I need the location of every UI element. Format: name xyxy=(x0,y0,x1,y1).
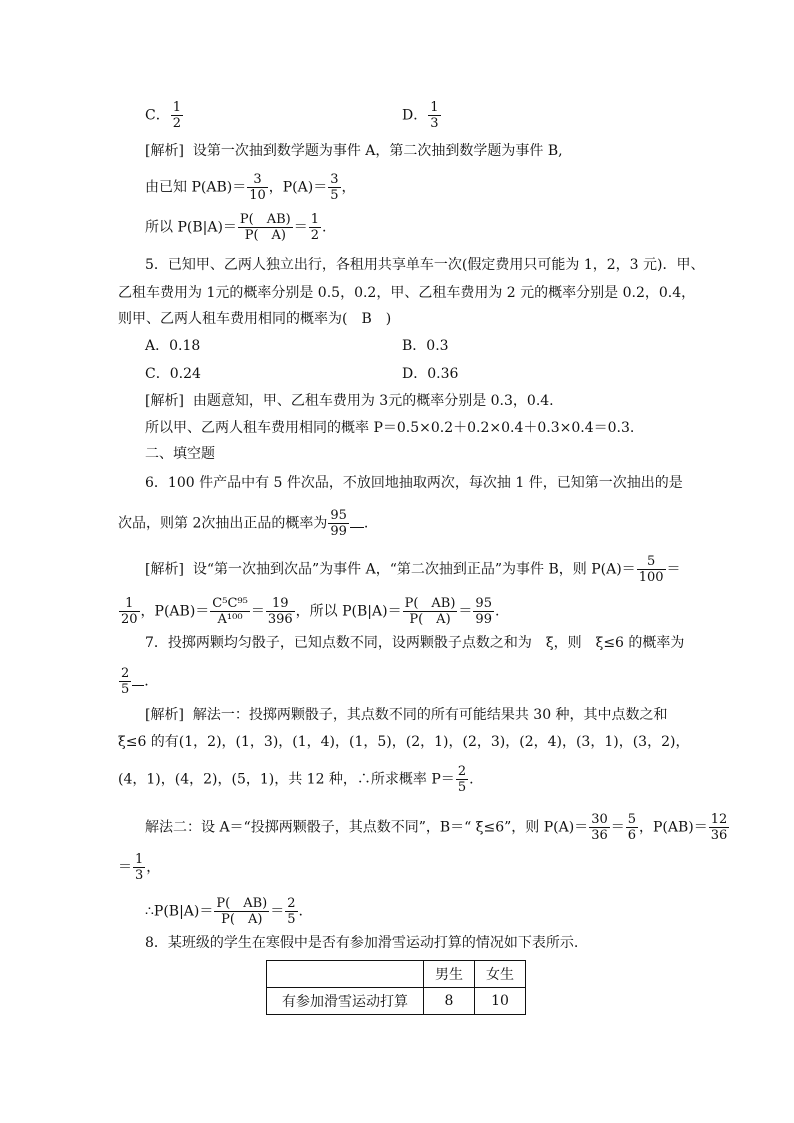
q4-conclusion: 所以 P(B|A)＝ $\frac{P( AB)}{P( A)}$ ＝ $\frac{1}{2}$ . xyxy=(145,212,327,243)
q7-line1: 7．投掷两颗均匀骰子，已知点数不同，设两颗骰子点数之和为 ξ，则 ξ≤6 的概率为 xyxy=(145,635,685,651)
fraction: $\frac{\text{C⁵C⁹⁵}}{\text{A¹⁰⁰}}$ xyxy=(212,596,248,627)
q5-line1: 5．已知甲、乙两人独立出行，各租用共享单车一次(假定费用只可能为 1，2，3 元)．甲、 xyxy=(145,257,705,273)
q5-line3: 则甲、乙两人租车费用相同的概率为( B ) xyxy=(118,311,392,327)
q4-analysis: [解析] 设第一次抽到数学题为事件 A，第二次抽到数学题为事件 B, xyxy=(145,143,563,159)
q7-method2: 解法二：设 A＝“投掷两颗骰子，其点数不同”，B＝“ ξ≤6”，则 P(A)＝ $\frac{30}{36}$ ＝ $\frac{5}{6}$ ，P(AB)＝ $\frac{12}{36}$ xyxy=(145,812,728,843)
fraction: $\frac{2}{5}$ xyxy=(457,764,467,795)
table-header-cell xyxy=(267,961,424,988)
q6-line2: 次品，则第 2次抽出正品的概率为 $\frac{95}{99}$ . xyxy=(118,508,369,539)
q6-analysis: [解析] 设“第一次抽到次品”为事件 A，“第二次抽到正品”为事件 B，则 P(A)＝ $\frac{5}{100}$ ＝ xyxy=(145,554,681,585)
fraction: $\frac{19}{396}$ xyxy=(267,596,293,627)
ski-plan-table xyxy=(266,960,526,1015)
answer-fraction: $\frac{95}{99}$ xyxy=(330,508,347,539)
fraction: $\frac{3}{5}$ xyxy=(330,172,339,203)
q5-line2: 乙租车费用为 1元的概率分别是 0.5，0.2，甲、乙租车费用为 2 元的概率分别是 0.2，0.4， xyxy=(118,285,696,301)
table-header-cell: 女生 xyxy=(475,961,526,988)
q5-option-a: A．0.18 xyxy=(145,338,201,354)
fraction: $\frac{5}{6}$ xyxy=(627,812,637,843)
table-header-row xyxy=(267,961,526,988)
q4-option-c: C． $\frac{1}{2}$ xyxy=(145,100,181,131)
table-cell: 有参加滑雪运动打算 xyxy=(267,988,424,1015)
table-header-cell: 男生 xyxy=(424,961,475,988)
q7-analysis-2: ξ≤6 的有(1，2)，(1，3)，(1，4)，(1，5)，(2，1)，(2，3)，(2，4)，(3，1)，(3，2)， xyxy=(118,734,690,750)
section-fill-blank: 二、填空题 xyxy=(145,446,215,462)
fraction: $\frac{1}{2}$ xyxy=(172,100,181,131)
answer-blank xyxy=(350,527,364,528)
fraction: $\frac{5}{100}$ xyxy=(638,554,664,585)
fraction: $\frac{P( AB)}{P( A)}$ xyxy=(404,596,456,627)
table-row xyxy=(267,988,526,1015)
q5-analysis: [解析] 由题意知，甲、乙租车费用为 3元的概率分别是 0.3，0.4. xyxy=(145,393,554,409)
fraction: $\frac{1}{3}$ xyxy=(135,852,144,883)
fraction: $\frac{3}{10}$ xyxy=(249,172,266,203)
answer-fraction: $\frac{2}{5}$ xyxy=(121,666,130,697)
table-cell: 8 xyxy=(424,988,475,1015)
table-cell: 10 xyxy=(475,988,526,1015)
fraction: $\frac{2}{5}$ xyxy=(287,896,296,927)
fraction: $\frac{30}{36}$ xyxy=(591,812,608,843)
q7-method2-line3: ∴P(B|A)＝ $\frac{P( AB)}{P( A)}$ ＝ $\frac{2}{5}$ . xyxy=(145,896,303,927)
fraction: $\frac{95}{99}$ xyxy=(475,596,492,627)
q5-option-c: C．0.24 xyxy=(145,366,201,382)
q8-line1: 8．某班级的学生在寒假中是否有参加滑雪运动打算的情况如下表所示. xyxy=(145,935,579,951)
fraction: $\frac{P( AB)}{P( A)}$ xyxy=(216,896,268,927)
fraction: $\frac{1}{2}$ xyxy=(310,212,320,243)
q7-analysis-3: (4，1)，(4，2)，(5，1)，共 12 种，∴所求概率 P＝ $\frac{2}{5}$ . xyxy=(118,764,474,795)
q4-option-d: D． $\frac{1}{3}$ xyxy=(402,100,439,131)
q7-method2-line2: ＝ $\frac{1}{3}$ ， xyxy=(118,852,161,883)
fraction: $\frac{12}{36}$ xyxy=(710,812,728,843)
q5-option-d: D．0.36 xyxy=(402,366,459,382)
fraction: $\frac{P( AB)}{P( A)}$ xyxy=(239,212,291,243)
q5-option-b: B．0.3 xyxy=(402,338,449,354)
answer-blank xyxy=(132,685,144,686)
q5-analysis-2: 所以甲、乙两人租车费用相同的概率 P＝0.5×0.2＋0.2×0.4＋0.3×0.4＝0.3. xyxy=(145,420,635,436)
q7-analysis: [解析] 解法一：投掷两颗骰子，其点数不同的所有可能结果共 30 种，其中点数之和 xyxy=(145,707,668,723)
q6-line1: 6．100 件产品中有 5 件次品，不放回地抽取两次，每次抽 1 件，已知第一次抽出的是 xyxy=(145,475,683,491)
fraction: $\frac{1}{20}$ xyxy=(121,596,138,627)
fraction: $\frac{1}{3}$ xyxy=(430,100,439,131)
q7-answer: $\frac{2}{5}$ . xyxy=(121,666,149,697)
q6-analysis-2: $\frac{1}{20}$ ，P(AB)＝ $\frac{\text{C⁵C⁹⁵}}{\text{A¹⁰⁰}}$ ＝ $\frac{19}{396}$ ，所以 P(B|A)＝ $\frac{P( AB)}{P( A)}$ ＝ $\frac{95}{99}$ . xyxy=(121,596,500,627)
q4-given: 由已知 P(AB)＝ $\frac{3}{10}$ ，P(A)＝ $\frac{3}{5}$ ， xyxy=(145,172,356,203)
